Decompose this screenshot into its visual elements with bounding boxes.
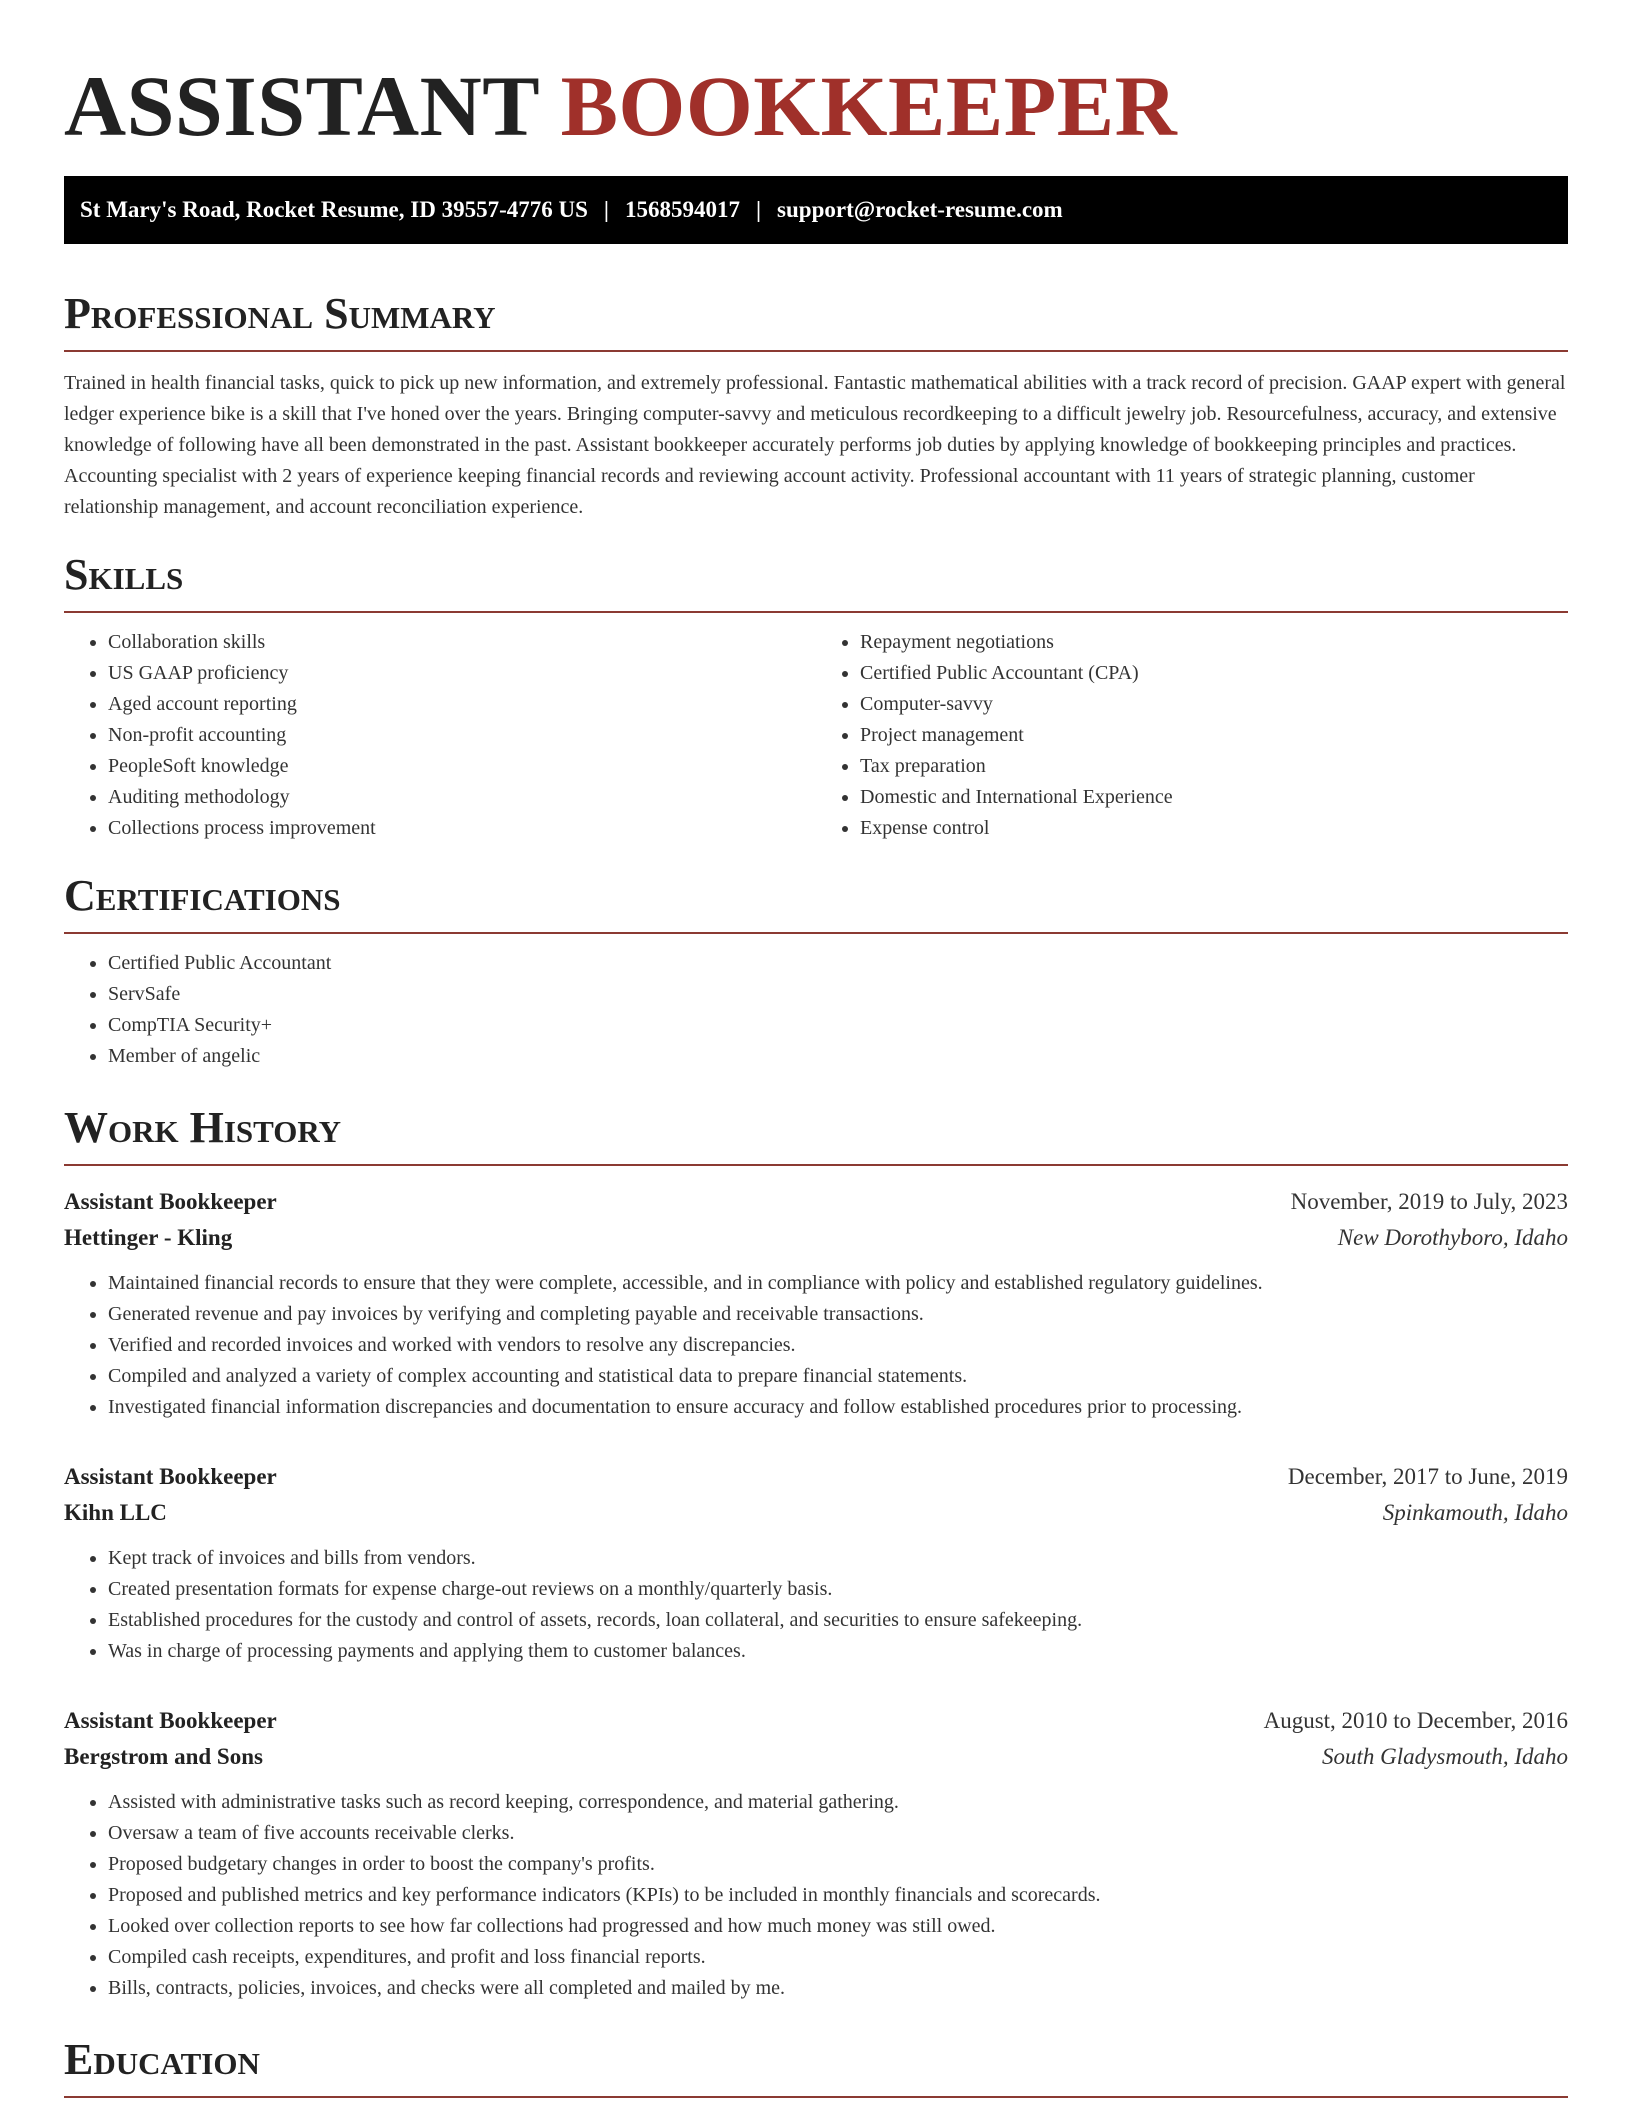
contact-bar (64, 176, 1568, 244)
job-company: Hettinger - Kling (64, 1225, 233, 1250)
job-duty: • Assisted with administrative tasks such as record keeping, correspondence, and material gathering. (108, 1787, 1568, 1818)
skill-item: • PeopleSoft knowledge (108, 751, 816, 782)
skill-item: • Computer-savvy (860, 689, 1568, 720)
job-company: Bergstrom and Sons (64, 1744, 263, 1769)
skill-item: • Domestic and International Experience (860, 782, 1568, 813)
skill-item: • US GAAP proficiency (108, 658, 816, 689)
skill-item: • Collaboration skills (108, 627, 816, 658)
certifications-heading: Certifications (64, 870, 1568, 934)
certification-item: • Member of angelic (108, 1041, 1568, 1072)
skill-item: • Repayment negotiations (860, 627, 1568, 658)
skill-item: • Tax preparation (860, 751, 1568, 782)
job-entry (64, 1459, 1568, 1667)
job-duty: • Was in charge of processing payments and applying them to customer balances. (108, 1636, 1568, 1667)
job-duty: • Kept track of invoices and bills from vendors. (108, 1543, 1568, 1574)
skill-item: • Non-profit accounting (108, 720, 816, 751)
summary-heading: Professional Summary (64, 288, 1568, 352)
certification-item: • Certified Public Accountant (108, 948, 1568, 979)
skills-heading: Skills (64, 549, 1568, 613)
job-duty: • Proposed budgetary changes in order to boost the company's profits. (108, 1849, 1568, 1880)
job-header-row (64, 1459, 1568, 1495)
contact-address: St Mary's Road, Rocket Resume, ID 39557-4776 US (80, 197, 588, 222)
certification-item: • CompTIA Security+ (108, 1010, 1568, 1041)
job-duty: • Generated revenue and pay invoices by verifying and completing payable and receivable transactions. (108, 1299, 1568, 1330)
summary-text: Trained in health financial tasks, quick to pick up new information, and extremely professional. Fantastic mathematical abilities with a track record of precision. GAAP expert with general ledger experience bike is a skill that I've honed over the years. Bringing computer-savvy and meticulous recordkeeping to a difficult jewelry job. Resourcefulness, accuracy, and extensive knowledge of following have all been demonstrated in the past. Assistant bookkeeper accurately performs job duties by applying knowledge of bookkeeping principles and practices. Accounting specialist with 2 years of experience keeping financial records and reviewing account activity. Professional accountant with 11 years of strategic planning, customer relationship management, and account reconciliation experience. (64, 372, 1566, 518)
job-duty: • Investigated financial information discrepancies and documentation to ensure accuracy and follow established procedures prior to processing. (108, 1392, 1568, 1423)
job-company-row (64, 1220, 1568, 1256)
skill-item: • Collections process improvement (108, 813, 816, 844)
certification-item: • ServSafe (108, 979, 1568, 1010)
job-title: Assistant Bookkeeper (64, 1464, 277, 1489)
job-company-row (64, 1739, 1568, 1775)
job-duty: • Bills, contracts, policies, invoices, and checks were all completed and mailed by me. (108, 1973, 1568, 2004)
job-duty: • Compiled and analyzed a variety of complex accounting and statistical data to prepare financial statements. (108, 1361, 1568, 1392)
job-title: Assistant Bookkeeper (64, 1708, 277, 1733)
job-duty: • Established procedures for the custody and control of assets, records, loan collateral, and securities to ensure safekeeping. (108, 1605, 1568, 1636)
contact-email: support@rocket-resume.com (777, 197, 1063, 222)
contact-separator: | (755, 197, 762, 222)
job-duty: • Verified and recorded invoices and worked with vendors to resolve any discrepancies. (108, 1330, 1568, 1361)
job-duty: • Compiled cash receipts, expenditures, and profit and loss financial reports. (108, 1942, 1568, 1973)
job-title: Assistant Bookkeeper (64, 1189, 277, 1214)
job-company: Kihn LLC (64, 1500, 167, 1525)
education-heading: Education (64, 2034, 1568, 2098)
job-header-row (64, 1703, 1568, 1739)
job-duty: • Created presentation formats for expense charge-out reviews on a monthly/quarterly basis. (108, 1574, 1568, 1605)
job-location: New Dorothyboro, Idaho (1337, 1225, 1568, 1250)
skills-column-left (64, 627, 816, 844)
title-part-1: ASSISTANT (64, 58, 539, 154)
job-duty: • Maintained financial records to ensure that they were complete, accessible, and in compliance with policy and established regulatory guidelines. (108, 1268, 1568, 1299)
work-history-heading: Work History (64, 1102, 1568, 1166)
skill-item: • Aged account reporting (108, 689, 816, 720)
job-dates: December, 2017 to June, 2019 (1287, 1464, 1568, 1489)
resume-title (64, 0, 1568, 156)
certifications-list (64, 948, 1568, 1072)
job-entry (64, 1184, 1568, 1423)
job-location: South Gladysmouth, Idaho (1322, 1744, 1568, 1769)
job-location: Spinkamouth, Idaho (1382, 1500, 1568, 1525)
job-duty: • Looked over collection reports to see how far collections had progressed and how much money was still owed. (108, 1911, 1568, 1942)
contact-phone: 1568594017 (624, 197, 740, 222)
job-dates: November, 2019 to July, 2023 (1290, 1189, 1568, 1214)
skill-item: • Expense control (860, 813, 1568, 844)
job-dates: August, 2010 to December, 2016 (1263, 1708, 1568, 1733)
skill-item: • Auditing methodology (108, 782, 816, 813)
job-duties-list (64, 1543, 1568, 1667)
contact-separator: | (603, 197, 609, 222)
skill-item: • Project management (860, 720, 1568, 751)
title-part-2: BOOKKEEPER (560, 58, 1178, 154)
skills-grid (64, 627, 1568, 844)
skill-item: • Certified Public Accountant (CPA) (860, 658, 1568, 689)
job-company-row (64, 1495, 1568, 1531)
job-duties-list (64, 1268, 1568, 1423)
job-duty: • Oversaw a team of five accounts receivable clerks. (108, 1818, 1568, 1849)
job-duties-list (64, 1787, 1568, 2004)
job-duty: • Proposed and published metrics and key performance indicators (KPIs) to be included in monthly financials and scorecards. (108, 1880, 1568, 1911)
skills-column-right (816, 627, 1568, 844)
job-entry (64, 1703, 1568, 2004)
job-header-row (64, 1184, 1568, 1220)
